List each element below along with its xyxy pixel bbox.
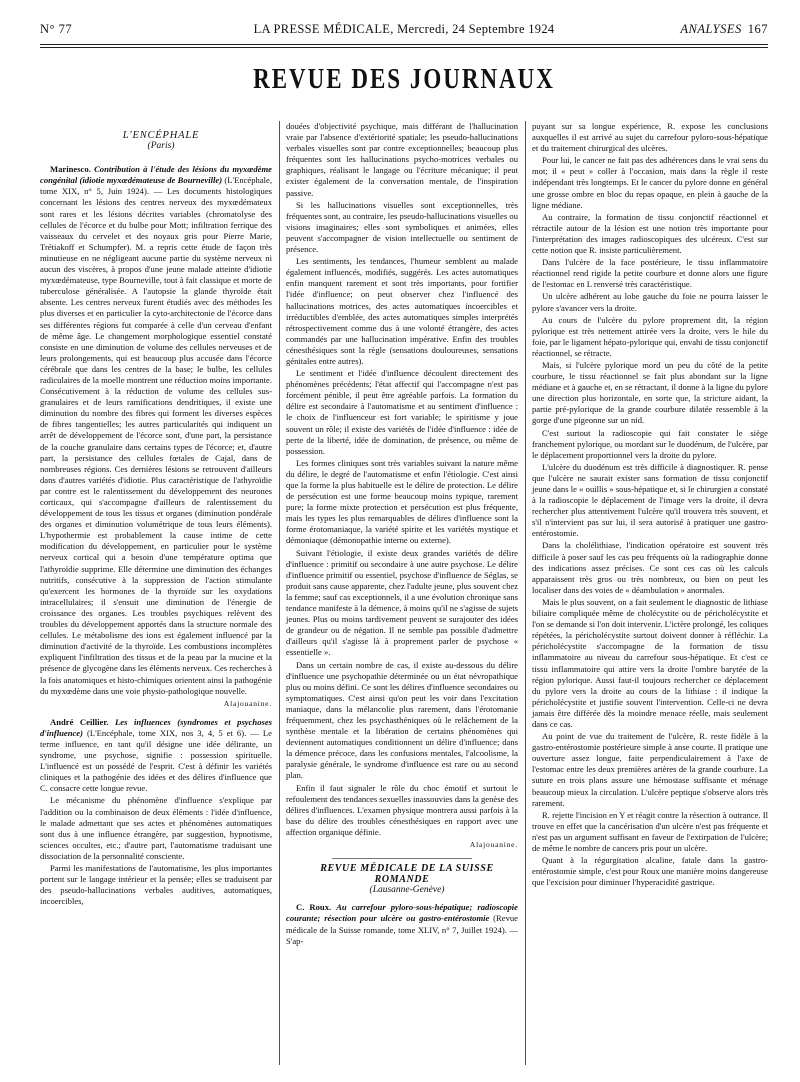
article-paragraph: douées d'objectivité psychique, mais différant de l'hallucination vraie par l'absence d'extériorité spatiale; les pseudo-hallucinations verbales visuelles sont par contre exceptionnelles; beaucoup plus fréquentes sont les hallucinations psycho-motrices verbales ou graphiques, réalisant le langage ou l'écriture mécanique; il peut exister également de la conversation mentale, de l'inspiration passive. <box>286 121 518 198</box>
article-paragraph: Au point de vue du traitement de l'ulcère, R. reste fidèle à la gastro-entérostomie postérieure simple à anse courte. Il pratique une ouverture assez longue, faite perpendiculairement à l'axe de l'estomac entre les deux premières artères de la grande courbure. La suture en trois plans assure une hémostase suffisante et ménage beaucoup mieux la circulation. L'ulcère peptique s'observe alors très rarement. <box>532 731 768 808</box>
section-name <box>680 22 768 37</box>
article-author: C. Roux. <box>296 902 332 913</box>
column-divider <box>525 121 526 1065</box>
article-paragraph: puyant sur sa longue expérience, R. expose les conclusions auxquelles il est arrivé au sujet du carrefour pyloro-sous-hépatique et du traitement chirurgical des ulcères. <box>532 121 768 154</box>
journal-section-heading: L'ENCÉPHALE <box>122 130 200 141</box>
article-paragraph: Dans la cholélithiase, l'indication opératoire est souvent très difficile à poser sauf les cas peu fréquents où la radiographie donne des indications assez précises. Ce sont ces cas où les calculs apparaissent très gros ou très nombreux, ou bien on peut les localiser dans des voies de « déambulation » anormales. <box>532 540 768 595</box>
article-paragraph: Mais le plus souvent, on a fait seulement le diagnostic de lithiase biliaire compliquée même de cholécystite ou de péricholécystite et l'on se demande si l'on doit intervenir. L'ictère prolongé, les coliques répétées, la péricholécystite surtout doivent donner à réfléchir. La péricholécystite s'accompagne de la formation de tissu inflammatoire au niveau du carrefour sous-hépatique. Et c'est ce tissu inflammatoire qui attire vers la droite l'ombre barytée de la région pylorique. Aussi faut-il toujours rechercher ce déplacement du pylore vers la droite au cours de la lithiase : il indique la péricholécystite et justifie souvent l'intervention. Celle-ci ne devra jamais être différée dès la moindre menace réelle, mais seulement dans ce cas. <box>532 596 768 729</box>
article-reference: (L'Encéphale, tome XIX, nos 3, 4, 5 et 6). — <box>87 727 259 738</box>
article-paragraph: Dans un certain nombre de cas, il existe au-dessous du délire d'influence une psychopathie déterminée ou un état névropathique plus ou moins défini. Ce sont les délires d'influence secondaires ou symptomatiques. C'est ainsi qu'on peut les voir dans l'excitation maniaque, dans la mélancolie plus rarement, dans l'érotomanie fréquemment, chez les psychasthéniques où le relâchement de la synthèse mentale et la libération de certains phénomènes qui deviennent automatiques conditionnent un délire d'influence; dans la démence précoce, dans les confusions mentales, l'alcoolisme, la paralysie générale, le syndrome d'influence est rare ou au second plan. <box>286 659 518 781</box>
article-paragraph: Parmi les manifestations de l'automatisme, les plus importantes portent sur le langage intérieur et la pensée; elles se traduisent par des pseudo-hallucinations verbales auditives, automatiques, incoercibles, <box>40 863 272 907</box>
article-text: Les documents histologiques concernant les lésions des centres nerveux des myxœdémateux sont rares et les lésions décrites variables (chromatolyse des cellules de l'écorce et du bulbe pour Mott; infiltration ferrique des vaisseaux du cervelet et des noyaux gris pour Pierre Marie, Trétiakoff et Schumpfer). M. a repris cette étude de façon très minutieuse en ne négligeant aucune partie du système nerveux ni aucun des viscères, à propos d'une jeune malade atteinte d'idiotie myxœdémateuse, type Bourneville, tout à fait classique et morte de tuberculose généralisée. A l'autopsie la glande thyroïde était absente. Les centres nerveux furent étudiés avec des méthodes les plus diverses et en particulier la cyto-architectonie de l'écorce dans ses différentes régions fut comparée à celle d'un cerveau d'enfant de même âge. Le changement morphologique essentiel constaté consiste en une diminution de volume des cellules nerveuses et de leurs prolongements, qui est beaucoup plus accusée dans l'écorce cérébrale que dans les centres de la base; le bulbe, les cellules radiculaires de la moelle montrent une réduction moins importante. Consécutivement à la réduction de volume des cellules sus-granulaires et de leurs ramifications dendritiques, il existe une diminution du nombre des fibres qui forment les diverses espèces de fibres tangentielles; les autres particularités qui indiquent un arrêt de développement de l'écorce sont, d'une part, la persistance de la couche granulaire dans certains types de l'écorce; et, d'autre part, la persistance des cellules fœtales de Cajal, dans de nombreuses régions. Ces dernières lésions se retrouvent d'ailleurs dans d'autres variétés d'idiotie. Plus caractéristique de l'athyroïdie par contre est le ralentissement du développement des neurones corticaux, qui s'accompagne d'ailleurs de ralentissement du développement de tous les tissus et organes (diminution pondérale des organes et diminution volumétrique de tous leurs éléments). L'hypothermie est probablement la cause intime de cette modification du développement, en particulier pour le système nerveux cortical qui a besoin d'une température optima que l'athyroïdie supprime. Elle détermine une diminution des échanges nutritifs, consécutive à la suppression de l'action stimulante qu'exercent les hormones de la thyroïde sur les oxydations intracellulaires; il s'ensuit une diminution de l'énergie de croissance des organes. Les troubles psychiques relèvent des troubles du développement apportés dans la structure normale des cellules. Le métabolisme des ions est également influencé par la diminution d'activité de la thyroïde. Les combustions incomplètes expliquent l'infiltration des tissus et de la peau par la mucine et la présence de glycogène dans les éléments nerveux. Ces recherches à la fois anatomiques et histo-chimiques orientent ainsi la pathogénie du myxœdème dans une voie physio-pathologique nouvelle. <box>40 186 272 696</box>
page-title: REVUE DES JOURNAUX <box>253 62 555 94</box>
article-title: Au carrefour pyloro-sous-hépatique; radioscopie courante; résection pour ulcère ou gastro-entérostomie <box>286 902 518 924</box>
header-rule-2 <box>40 47 768 48</box>
article-paragraph: Suivant l'étiologie, il existe deux grandes variétés de délire d'influence : primitif ou secondaire à une autre psychose. Le délire d'influence primitif ou essentiel, psychose d'influence de Séglas, se produit sans cause apparente, chez l'adulte jeune, plus souvent chez la femme; sauf cas exceptionnels, il a une évolution chronique sans tendance manifeste à la démence, à moins qu'il ne s'agisse de sujets jeunes. Plus ou moins tardivement peuvent se surajouter des idées de grandeur ou de négation. Il ne semble pas possible d'admettre d'ailleurs qu'il s'agisse là à proprement parler de psychose « essentielle ». <box>286 547 518 658</box>
signature: Alajouanine. <box>469 840 518 849</box>
column-3 <box>532 121 768 889</box>
article-reference: (Revue médicale de la Suisse romande, tome XLIV, n° 7, Juillet 1924). — S'ap- <box>286 913 518 946</box>
article-paragraph: Les sentiments, les tendances, l'humeur semblent au malade également influencés, modifiés, suggérés. Les actes automatiques enfin manquent rarement et sont très importants, pour fortifier l'idée d'influence; on peut observer chez l'influencé des hallucinations motrices, des actes automatiques incoercibles et irréductibles d'emblée, des actes automatiques simples interprétés rétrospectivement comme dus à une volonté étrangère, des actes commandés par une hallucination impérative. Enfin des troubles cénesthésiques sont la règle (sensations douloureuses, sensations génitales entre autres). <box>286 256 518 366</box>
article-author: André Ceillier. <box>50 716 109 727</box>
running-header <box>40 22 768 44</box>
article-paragraph <box>40 164 272 697</box>
article-paragraph: Dans l'ulcère de la face postérieure, le tissu inflammatoire réactionnel rend rigide la petite courbure et donne alors une figure de l'estomac en L renversé très caractéristique. <box>532 257 768 290</box>
article-title: Les influences (syndromes et psychoses d'influence) <box>40 716 272 738</box>
journal-title: LA PRESSE MÉDICALE, Mercredi, 24 Septembre 1924 <box>253 22 555 36</box>
article-paragraph: Mais, si l'ulcère pylorique mord un peu du côté de la petite courbure, le tissu réactionnel se fait plus abondant sur la ligne médiane et à gauche et, en se rétractant, il donne à la ligne du pylore une direction plus horizontale, en sorte que, la stricture aidant, la partie pré-pylorique de la grande courbure dilatée ressemble à la gorge d'une pigeonne sur un nid. <box>532 359 768 426</box>
article-title: Contribution à l'étude des lésions du myxœdème congénital (idiotie myxœdémateuse de Bourneville) <box>40 164 272 186</box>
article-reference: (L'Encéphale, tome XIX, n° 5, Juin 1924). — <box>40 175 272 197</box>
article-text: Le terme influence, en tant qu'il désigne une idée délirante, un syndrome, une psychose, signifie : possession spirituelle. L'influencé est un possédé de l'esprit. C'est à définir les variétés cliniques et la pathogénie des idées et des délires d'influence que C. consacre cette longue revue. <box>40 727 272 794</box>
article-paragraph: Au cours de l'ulcère du pylore proprement dit, la région pylorique est très nettement attirée vers la droite, vers le hile du foie, par le ligament hépato-pylorique qui, envahi de tissu conjonctif réactionnel, se rétracte. <box>532 314 768 358</box>
article-paragraph: Les formes cliniques sont très variables suivant la nature même du délire, le degré de l'automatisme et enfin l'étiologie. C'est ainsi que la forme la plus habituelle est le délire de protection. Le délire de persécution est une forme beaucoup moins typique, rarement pure; la forme mixte protection et persécution est plus fréquente, mais les types les plus remarquables de délires d'influence sont la forme érotomaniaque, la variété spirite et les variétés mystique et démoniaque (démonopathie interne ou externe). <box>286 457 518 546</box>
article-author: Marinesco. <box>50 164 91 175</box>
article-paragraph: Si les hallucinations visuelles sont exceptionnelles, très fréquentes sont, au contraire, les pseudo-hallucinations visuelles ou visions imaginaires; elles sont symboliques et animées, elles peuvent s'accompagner de vision intellectuelle ou sentiment de présence. <box>286 199 518 255</box>
article-paragraph: C'est surtout la radioscopie qui fait constater le siège franchement pylorique, ou mordant sur le duodénum, de l'ulcère, par le déplacement proportionnel vers la droite du pylore. <box>532 427 768 460</box>
journal-section-heading: REVUE MÉDICALE DE LA SUISSE ROMANDE <box>320 863 494 886</box>
signature: Alajouanine. <box>223 698 272 708</box>
article-paragraph: R. rejette l'incision en Y et réagit contre la résection à outrance. Il trouve en effet que la cancérisation d'un ulcère n'est pas fréquente et n'est pas un argument suffisant en faveur de l'extirpation de l'ulcère; de même le nombre de cancers pris pour un ulcère. <box>532 809 768 853</box>
column-divider <box>279 121 280 1065</box>
column-2 <box>286 121 518 948</box>
header-rule <box>40 44 768 45</box>
article-paragraph <box>40 717 272 795</box>
article-paragraph: Un ulcère adhérent au lobe gauche du foie ne pourra laisser le pylore s'avancer vers la droite. <box>532 291 768 313</box>
journal-city: (Lausanne-Genève) <box>369 885 445 896</box>
section-divider <box>332 858 471 859</box>
page-number: 167 <box>747 22 768 36</box>
article-paragraph: Au contraire, la formation de tissu conjonctif réactionnel et rétractile autour de la lésion est une notion très importante pour l'interprétation des images radioscopiques des ulcéreux. C'est sur cette notion que R. insiste particulièrement. <box>532 211 768 256</box>
article-paragraph: L'ulcère du duodénum est très difficile à diagnostiquer. R. pense que l'ulcère ne saurait exister sans formation de tissu conjonctif jeune dans le « ouillis » sous-hépatique et, si le chirurgien a constaté à la radioscopie le déplacement de l'image vers la droite, il devra rechercher plus attentivement l'ulcère qu'il trouvera très souvent, et s'il n'intervient pas sur lui, il sera autorisé à pratiquer une gastro-entérostomie. <box>532 461 768 539</box>
issue-number: N° 77 <box>40 22 73 36</box>
article-paragraph: Le mécanisme du phénomène d'influence s'explique par l'addition ou la combinaison de deux éléments : l'idée d'influence, le malade admettant que ses actes et phénomènes automatiques sont dus à une influence étrangère, par suggestion, hypnotisme, sciences occultes, etc.; d'autre part, l'automatisme traduisant une dissociation de la personnalité consciente. <box>40 795 272 861</box>
article-paragraph: Le sentiment et l'idée d'influence découlent directement des phénomènes précédents; l'état affectif qui l'accompagne n'est pas forcément pénible, il peut être agréable parfois. La formation du délire est secondaire à l'automatisme et au sentiment d'influence : le choix de l'influenceur est fort variable; le spiritisme y joue souvent un rôle; il existe des variétés de l'idée d'influence : idée de perte de la liberté, idée de domination, de présence, ou même de possession. <box>286 368 518 456</box>
article-paragraph <box>286 902 518 946</box>
article-paragraph: Pour lui, le cancer ne fait pas des adhérences dans le vrai sens du mot; il « peut » coller à l'occasion, mais dans la règle il reste indépendant très longtemps. Et le cancer du pylore donne en général une grosse ombre en bloc du repas opaque, en plein à gauche de la ligne médiane. <box>532 155 768 210</box>
section-label: ANALYSES <box>680 22 742 36</box>
article-paragraph: Quant à la régurgitation alcaline, fatale dans la gastro-entérostomie simple, c'est pour Roux une manière moins dangereuse que l'excision pour diminuer l'hyperacidité gastrique. <box>532 855 768 888</box>
journal-city: (Paris) <box>147 141 175 152</box>
column-1 <box>40 130 272 908</box>
article-paragraph: Enfin il faut signaler le rôle du choc émotif et surtout le refoulement des tendances sexuelles inassouvies dans la genèse des délires d'influences. L'examen physique montrera aussi parfois à la base du délire des troubles cénesthésiques en rapport avec une affection organique définie. <box>286 782 518 837</box>
